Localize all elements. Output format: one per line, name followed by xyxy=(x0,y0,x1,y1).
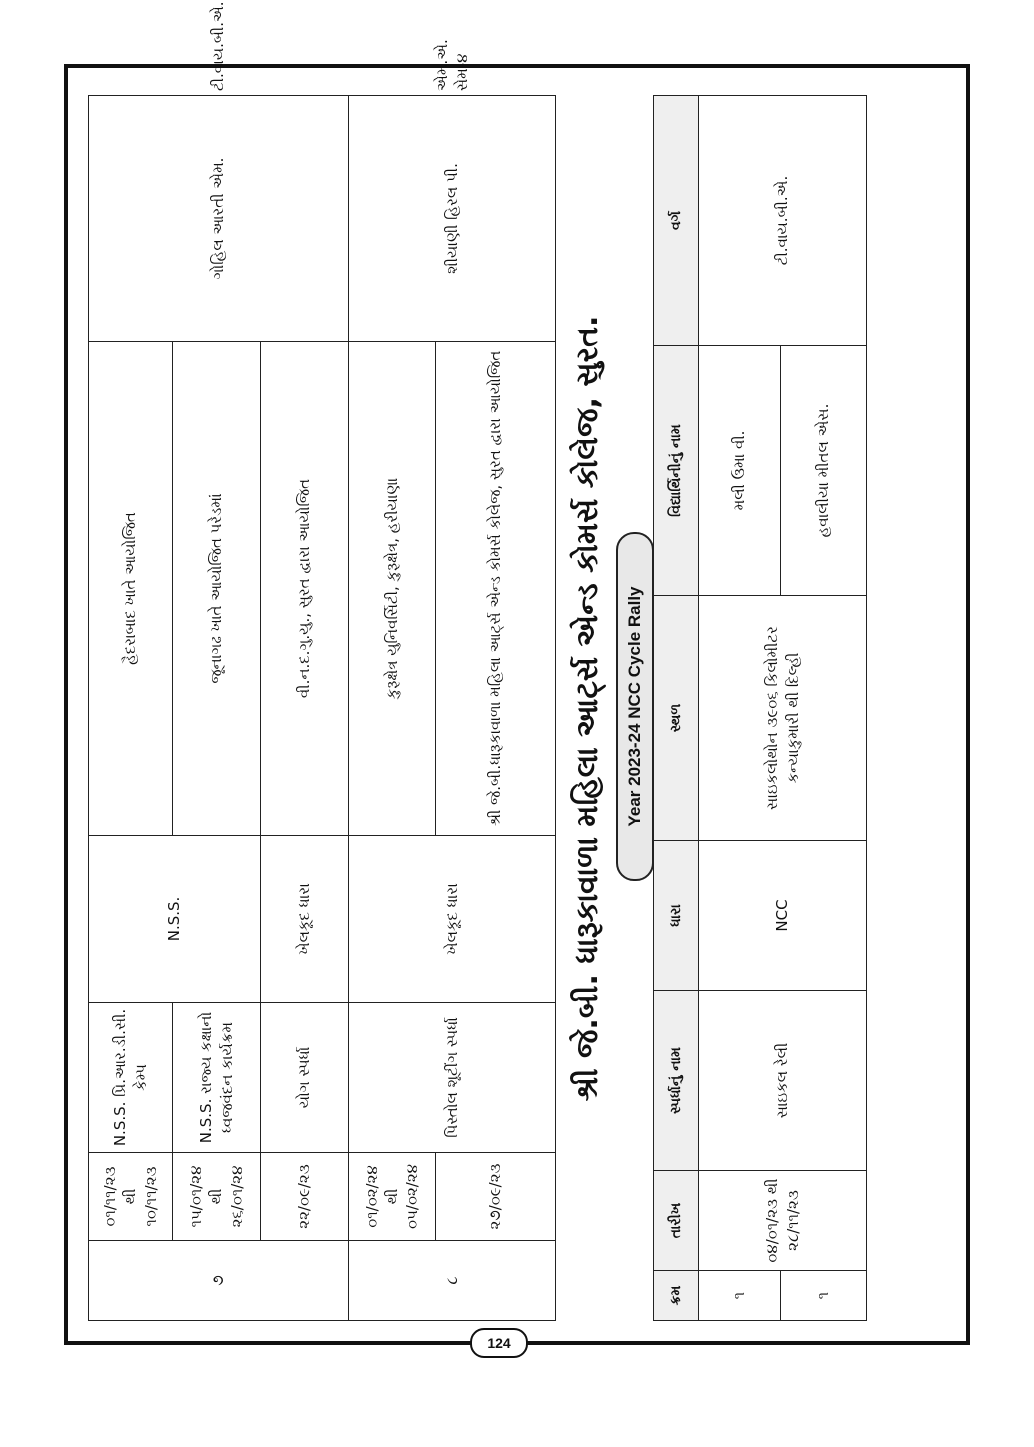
header-no: ક્રમ xyxy=(654,1271,699,1321)
header-date: તારીખ xyxy=(654,1171,699,1271)
venue-cell: વી.ન.દ.ગુ.યુ., સુરત દ્વારા આયોજિત xyxy=(261,341,349,835)
date-cell: ૦૪/૦૧/૨૩ થી ૨૮/૧૧/૨૩ xyxy=(699,1171,867,1271)
header-event: સ્પર્ધાનું નામ xyxy=(654,991,699,1171)
dhara-cell: NCC xyxy=(699,841,867,991)
venue-cell: સાઇકલોથોન ૩૯૦૬ કિલોમીટર કન્યાકુમારી થી દિલ્હી xyxy=(699,596,867,841)
header-class: વર્ગ xyxy=(654,96,699,346)
header-student: વિદ્યાર્થિનીનું નામ xyxy=(654,346,699,596)
venue-cell: શ્રી જે.બી.ધારૂકાવાળા મહિલા આર્ટ્સ એન્ડ કોમર્સ કોલેજ, સુરત દ્વારા આયોજિત xyxy=(436,341,556,835)
dhara-cell: ખેલકૂદ ધારા xyxy=(349,835,556,1002)
event-cell: પિસ્તોલ શૂટીંગ સ્પર્ધા xyxy=(349,1003,556,1153)
header-venue: સ્થળ xyxy=(654,596,699,841)
class-cell: ટી.વાય.બી.એ. xyxy=(699,96,867,346)
table-row: ૭ ૦૧/૧૧/૨૩ થી ૧૦/૧૧/૨૩ N.S.S. પ્રિ.આર.ડી.સી. કેમ્પ N.S.S. હૈદરાબાદ ખાતે આયોજિત ગોહિલ આરતી એમ. ટી.વાય.બી.એ. xyxy=(89,95,173,1320)
event-cell: યોગ સ્પર્ધા xyxy=(261,1003,349,1153)
venue-cell: જૂનાગઢ ખાતે આયોજિત પરેડમાં xyxy=(173,341,261,835)
serial-cell: ૭ xyxy=(89,1241,349,1321)
serial-cell: ૧ xyxy=(699,1271,781,1321)
activities-table xyxy=(88,1,556,1321)
event-cell: સાઇકલ રેલી xyxy=(699,991,867,1171)
table-row: ૮ ૦૧/૦૨/૨૪ થી ૦૫/૦૨/૨૪ પિસ્તોલ શૂટીંગ સ્પર્ધા ખેલકૂદ ધારા કુરૂક્ષેત્ર યુનિવર્સિટી, કુરૂક્ષેત્ર, હરીયાણા શીયાણી હિરલ પી. એમ.એ. સેમ-૪ xyxy=(349,95,436,1320)
college-title: શ્રી જે.બી. ધારૂકાવાળા મહિલા આર્ટ્સ એન્ડ કોમર્સ કોલેજ, સુરત. xyxy=(570,315,605,1102)
table-row xyxy=(699,96,781,1321)
student-cell: શીયાણી હિરલ પી. xyxy=(349,95,556,341)
date-cell: ૦૧/૦૨/૨૪ થી ૦૫/૦૨/૨૪ xyxy=(349,1153,436,1241)
student-cell: મલી ઉમા વી. xyxy=(699,346,781,596)
page-frame xyxy=(64,1,970,1345)
venue-cell: હૈદરાબાદ ખાતે આયોજિત xyxy=(89,341,173,835)
date-cell: ૨૨/૦૯/૨૩ xyxy=(261,1153,349,1241)
dhara-cell: ખેલકૂદ ધારા xyxy=(261,835,349,1002)
page-number: 124 xyxy=(470,1328,528,1358)
student-cell: હવાલીયા મીતલ એસ. xyxy=(781,346,867,596)
serial-cell: ૮ xyxy=(349,1241,556,1321)
subtitle-badge: Year 2023-24 NCC Cycle Rally xyxy=(616,532,654,881)
dhara-cell: N.S.S. xyxy=(89,835,261,1002)
serial-cell: ૧ xyxy=(781,1271,867,1321)
venue-cell: કુરૂક્ષેત્ર યુનિવર્સિટી, કુરૂક્ષેત્ર, હરીયાણા xyxy=(349,341,436,835)
student-cell: ગોહિલ આરતી એમ. xyxy=(89,95,349,341)
date-cell: ૧૫/૦૧/૨૪ થી ૨૬/૦૧/૨૪ xyxy=(173,1153,261,1241)
table-header-row xyxy=(654,96,699,1321)
rotated-content xyxy=(88,1,958,1321)
header-dhara: ધારા xyxy=(654,841,699,991)
date-cell: ૨૭/૦૯/૨૩ xyxy=(436,1153,556,1241)
ncc-table xyxy=(653,95,867,1321)
event-cell: N.S.S. રાજ્ય કક્ષાનો ધ્વજવંદન કાર્યક્રમ xyxy=(173,1003,261,1153)
event-cell: N.S.S. પ્રિ.આર.ડી.સી. કેમ્પ xyxy=(89,1003,173,1153)
date-cell: ૦૧/૧૧/૨૩ થી ૧૦/૧૧/૨૩ xyxy=(89,1153,173,1241)
